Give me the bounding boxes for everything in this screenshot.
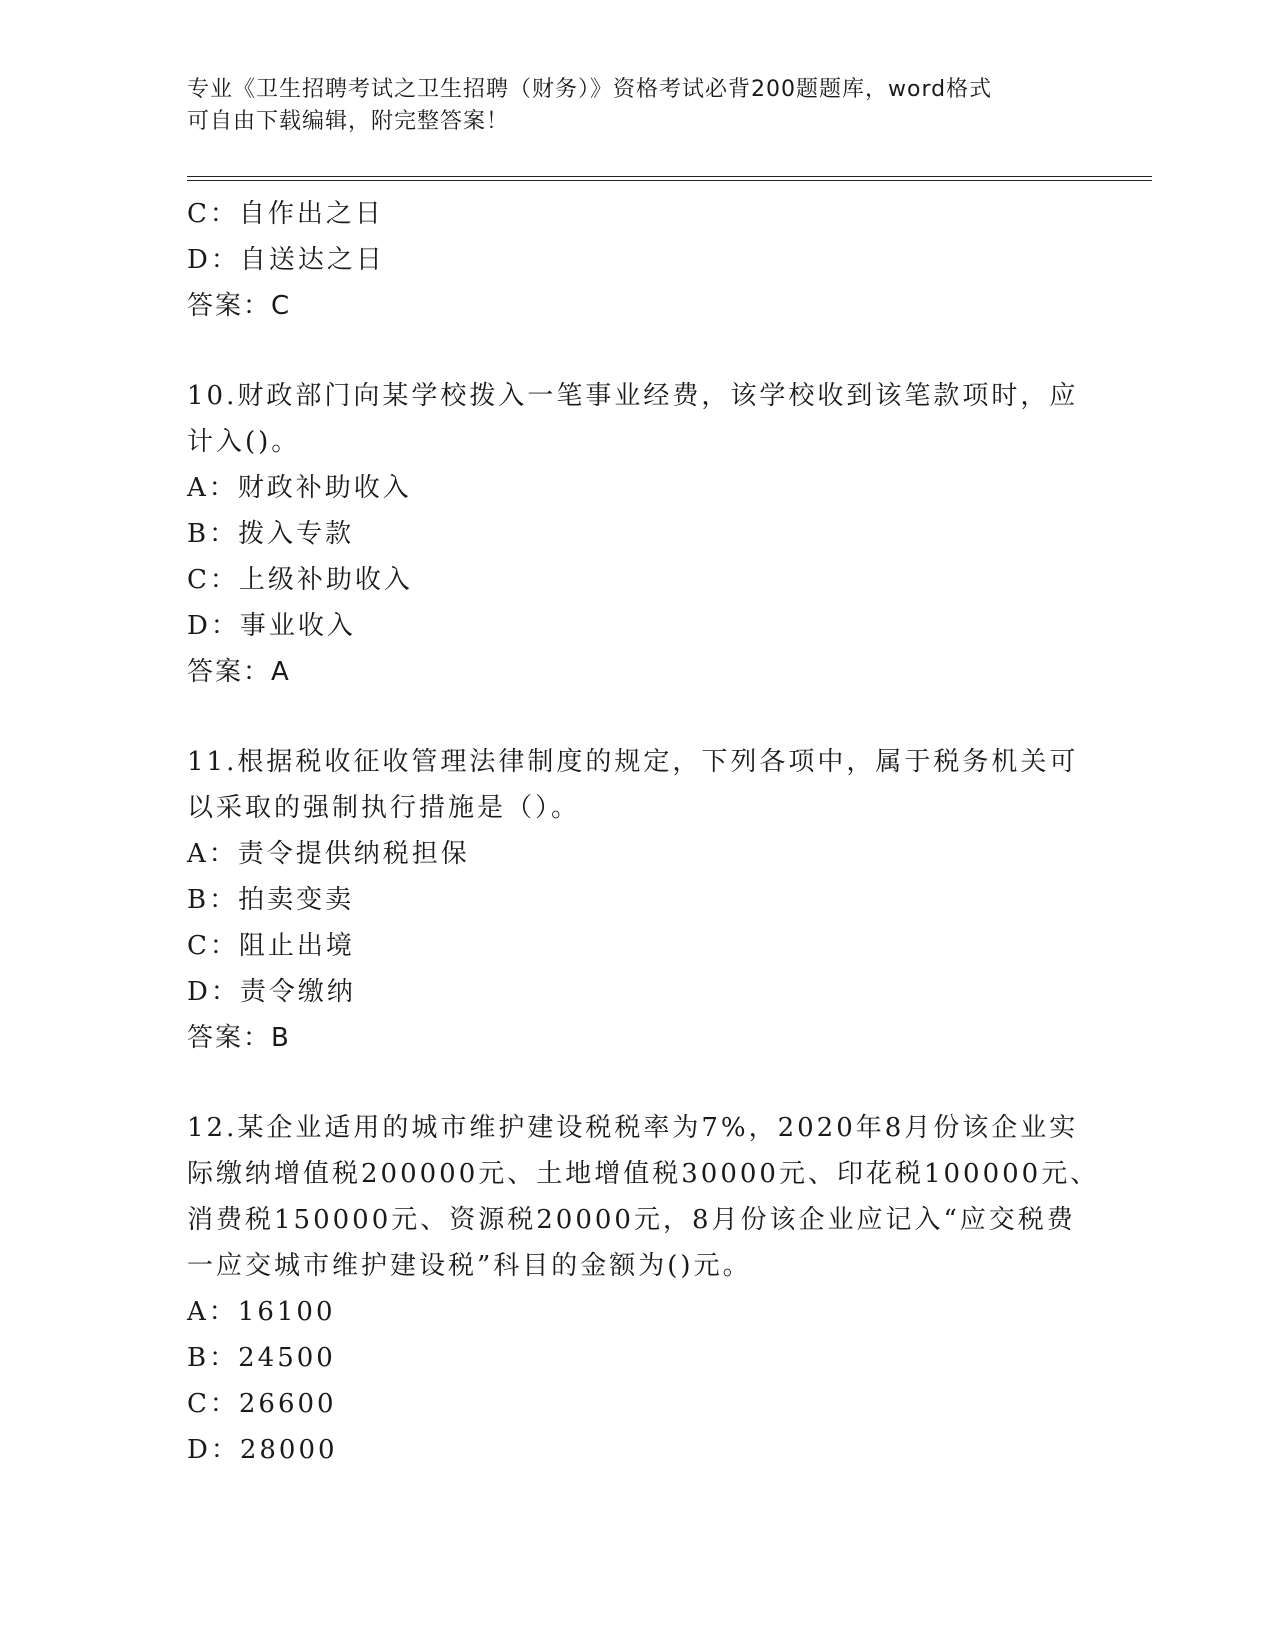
option-d: D：28000: [187, 1435, 338, 1465]
question-text-line: 11.根据税收征收管理法律制度的规定，下列各项中，属于税务机关可: [187, 747, 1079, 777]
option-c: C：上级补助收入: [187, 565, 413, 595]
option-d: D：自送达之日: [187, 245, 385, 275]
question-text-line: 10.财政部门向某学校拨入一笔事业经费，该学校收到该笔款项时，应: [187, 381, 1079, 411]
question-11: [187, 739, 1087, 1061]
question-text-line: 以采取的强制执行措施是（）。: [187, 793, 581, 823]
header-divider: [187, 176, 1152, 181]
question-text-line: 计入()。: [187, 427, 301, 457]
option-b: B：拍卖变卖: [187, 885, 355, 915]
option-c: C：阻止出境: [187, 931, 355, 961]
option-a: A：财政补助收入: [187, 473, 412, 503]
option-d: D：责令缴纳: [187, 977, 356, 1007]
option-a: A：责令提供纳税担保: [187, 839, 470, 869]
option-a: A：16100: [187, 1297, 336, 1327]
question-spacer: [187, 695, 1087, 739]
question-text-line: 一应交城市维护建设税”科目的金额为()元。: [187, 1251, 752, 1281]
question-spacer: [187, 1061, 1087, 1105]
question-text-line: 消费税150000元、资源税20000元，8月份该企业应记入“应交税费: [187, 1205, 1076, 1235]
option-b: B：24500: [187, 1343, 336, 1373]
question-12: [187, 1105, 1100, 1473]
option-b: B：拨入专款: [187, 519, 355, 549]
question-spacer: [187, 329, 1087, 373]
question-10: [187, 373, 1087, 695]
question-9-tail: [187, 191, 1087, 329]
option-d: D：事业收入: [187, 611, 356, 641]
answer: 答案：C: [187, 291, 292, 321]
option-c: C：26600: [187, 1389, 337, 1419]
header-title-line-2: 可自由下载编辑，附完整答案！: [187, 109, 510, 134]
question-text-line: 12.某企业适用的城市维护建设税税率为7%，2020年8月份该企业实: [187, 1113, 1079, 1143]
answer: 答案：B: [187, 1023, 291, 1053]
option-c: C：自作出之日: [187, 199, 384, 229]
page-header: [187, 74, 1067, 138]
answer: 答案：A: [187, 657, 291, 687]
question-text-line: 际缴纳增值税200000元、土地增值税30000元、印花税100000元、: [187, 1159, 1100, 1189]
header-title-line-1: 专业《卫生招聘考试之卫生招聘（财务）》资格考试必背200题题库，word格式: [187, 77, 993, 102]
question-content: [187, 191, 1100, 1473]
